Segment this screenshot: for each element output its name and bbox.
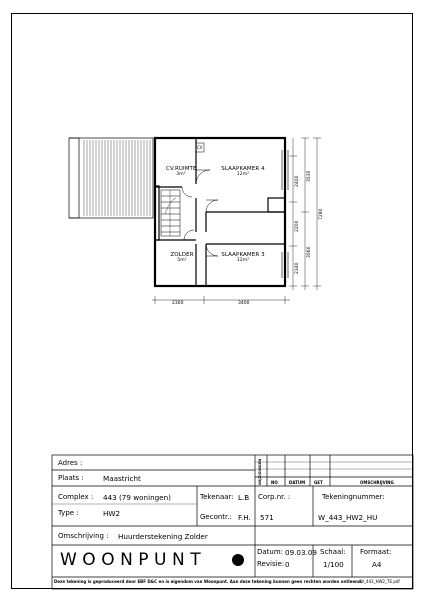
dim-right-2: 2200 (295, 220, 300, 232)
room-area: 5m² (177, 258, 187, 263)
dim-mid-1: 3530 (307, 170, 312, 182)
datum-value: 09.03.09 (285, 548, 318, 557)
room-name: SLAAPKAMER 3 (221, 252, 265, 258)
complex-label: Complex : (58, 493, 94, 501)
revisie-value: 0 (285, 560, 290, 569)
omschrijving-label: Omschrijving : (58, 532, 109, 540)
complex-value: 443 (79 woningen) (103, 493, 171, 502)
formaat-label: Formaat: (360, 548, 392, 556)
dim-right-1: 2400 (295, 175, 300, 187)
corpnr-label: Corp.nr. : (258, 493, 291, 501)
plaats-label: Plaats : (58, 474, 84, 482)
type-value: HW2 (103, 509, 121, 518)
formaat-value: A4 (372, 560, 382, 569)
rev-header-get: GET (314, 480, 323, 485)
woonpunt-logo: WOONPUNT (60, 550, 207, 570)
omschrijving-value: Huurderstekening Zolder (118, 532, 208, 541)
gecontr-value: F.H. (238, 513, 251, 522)
room-area: 3m² (176, 172, 186, 177)
rev-header-datum: DATUM (289, 480, 306, 485)
rev-header-no: NO (271, 480, 278, 485)
type-label: Type : (58, 509, 79, 517)
dim-mid-2: 3560 (307, 246, 312, 258)
adres-label: Adres : (58, 459, 83, 467)
tekenaar-value: L.B (238, 493, 250, 502)
room-name: ZOLDER (170, 252, 194, 258)
room-name: CV.RUIMTE (166, 166, 197, 172)
plaats-value: Maastricht (103, 474, 141, 483)
dim-bottom-right: 3400 (238, 301, 250, 306)
dim-outer: 7280 (319, 208, 324, 220)
tekeningnummer-label: Tekeningnummer: (322, 493, 385, 501)
gecontr-label: Gecontr.: (200, 513, 232, 521)
tekenaar-label: Tekenaar: (200, 493, 234, 501)
tekeningnummer-value: W_443_HW2_HU (318, 513, 378, 522)
filename: W_443_HW2_TE.pdf (360, 579, 400, 584)
dim-right-3: 2340 (295, 262, 300, 274)
dim-bottom-left: 2360 (172, 301, 184, 306)
cv-mark: CV (197, 145, 203, 150)
revisie-label: Revisie: (257, 560, 285, 568)
schaal-value: 1/100 (323, 560, 344, 569)
room-area: 12m² (236, 258, 250, 263)
disclaimer: Deze tekening is geproduceerd door EBF D&C en is eigendom van Woonpunt. Aan deze tekening kunnen geen rechten worden ontleend. (54, 579, 363, 584)
rev-header-omschrijving: OMSCHRIJVING (360, 480, 394, 485)
logo-dot-icon (232, 554, 244, 566)
datum-label: Datum: (257, 548, 284, 556)
room-name: SLAAPKAMER 4 (221, 166, 265, 172)
schaal-label: Schaal: (320, 548, 346, 556)
room-area: 12m² (236, 172, 250, 177)
wijzigingen-label: WIJZIGINGEN (258, 458, 262, 485)
corpnr-value: 571 (260, 513, 274, 522)
